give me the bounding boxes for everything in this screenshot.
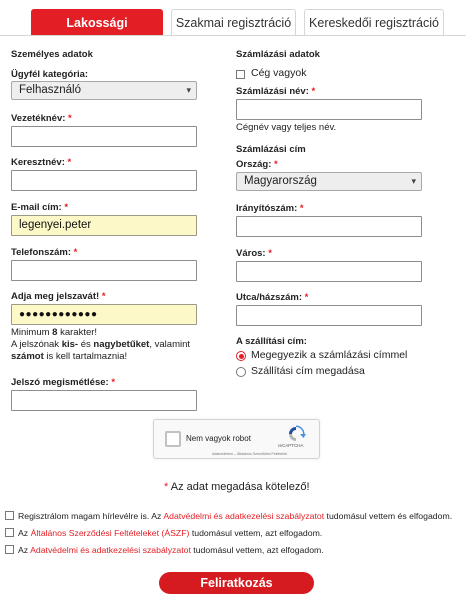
shipping-same-radio[interactable] (236, 351, 246, 361)
required-note: * Az adat megadása kötelező! (164, 481, 310, 493)
email-input[interactable]: legenyei.peter (11, 215, 197, 236)
company-checkbox[interactable] (236, 70, 245, 79)
terms-link[interactable]: Általános Szerződési Feltételeket (ÁSZF) (30, 528, 190, 538)
category-select[interactable] (11, 81, 197, 100)
recaptcha-logo-icon (286, 425, 306, 443)
password-label: Adja meg jelszavát! * (11, 291, 106, 302)
firstname-label: Keresztnév: * (11, 157, 72, 168)
billing-name-input[interactable] (236, 99, 422, 120)
recaptcha-widget (153, 419, 320, 459)
tab-professional-registration[interactable]: Szakmai regisztráció (171, 9, 296, 36)
password-hint: Minimum 8 karakter! A jelszónak kis- és nagybetűket, valamint számot is kell tartalmaznia! (11, 327, 191, 362)
lastname-input[interactable] (11, 126, 197, 147)
recaptcha-footer[interactable]: Adatvédelem – Általános Szerződési Feltételek (212, 452, 288, 456)
street-label: Utca/házszám: * (236, 292, 309, 303)
shipping-other-label: Szállítási cím megadása (251, 365, 365, 377)
password-confirm-input[interactable] (11, 390, 197, 411)
password-input[interactable]: ●●●●●●●●●●●● (11, 304, 197, 325)
shipping-other-radio[interactable] (236, 367, 246, 377)
billing-address-title: Számlázási cím (236, 144, 306, 155)
consent-terms-checkbox[interactable] (5, 528, 14, 537)
firstname-input[interactable] (11, 170, 197, 191)
personal-section-title: Személyes adatok (11, 49, 93, 60)
category-label: Ügyfél kategória: (11, 69, 89, 80)
consent-terms-text: Az Általános Szerződési Feltételeket (ÁSZF) tudomásul vettem, azt elfogadom. (18, 528, 323, 538)
tabs-divider (0, 35, 466, 36)
privacy-policy-link[interactable]: Adatvédelmi és adatkezelési szabályzatot (163, 511, 325, 521)
company-checkbox-label: Cég vagyok (251, 67, 307, 79)
recaptcha-label: Nem vagyok robot (186, 434, 251, 443)
chevron-down-icon: ▾ (411, 176, 416, 186)
lastname-label: Vezetéknév: * (11, 113, 72, 124)
tab-retailer-registration[interactable]: Kereskedői regisztráció (304, 9, 444, 36)
consent-newsletter-checkbox[interactable] (5, 511, 14, 520)
recaptcha-brand: reCAPTCHA (278, 443, 304, 448)
email-label: E-mail cím: * (11, 202, 69, 213)
category-selected-value: Felhasználó (19, 84, 82, 96)
billing-name-label: Számlázási név: * (236, 86, 316, 97)
zip-label: Irányítószám: * (236, 203, 304, 214)
shipping-label: A szállítási cím: (236, 336, 307, 347)
consent-privacy-checkbox[interactable] (5, 545, 14, 554)
consent-privacy-text: Az Adatvédelmi és adatkezelési szabályzatot tudomásul vettem, azt elfogadom. (18, 545, 324, 555)
password-confirm-label: Jelszó megismétlése: * (11, 377, 116, 388)
zip-input[interactable] (236, 216, 422, 237)
country-selected-value: Magyarország (244, 175, 317, 187)
city-input[interactable] (236, 261, 422, 282)
phone-label: Telefonszám: * (11, 247, 78, 258)
city-label: Város: * (236, 248, 272, 259)
consent-newsletter-text: Regisztrálom magam hírlevélre is. Az Adatvédelmi és adatkezelési szabályzatot tudomásul vettem és elfogadom. (18, 511, 453, 521)
country-select[interactable] (236, 172, 422, 191)
country-label: Ország: * (236, 159, 278, 170)
billing-section-title: Számlázási adatok (236, 49, 320, 60)
chevron-down-icon: ▾ (186, 85, 191, 95)
phone-input[interactable] (11, 260, 197, 281)
street-input[interactable] (236, 305, 422, 326)
recaptcha-checkbox[interactable] (165, 431, 181, 447)
shipping-same-label: Megegyezik a számlázási címmel (251, 349, 408, 361)
privacy-policy-link-2[interactable]: Adatvédelmi és adatkezelési szabályzatot (30, 545, 191, 555)
billing-name-hint: Cégnév vagy teljes név. (236, 122, 337, 133)
subscribe-button[interactable]: Feliratkozás (159, 572, 314, 594)
tab-residential-registration[interactable]: Lakossági regisztráció (31, 9, 163, 36)
